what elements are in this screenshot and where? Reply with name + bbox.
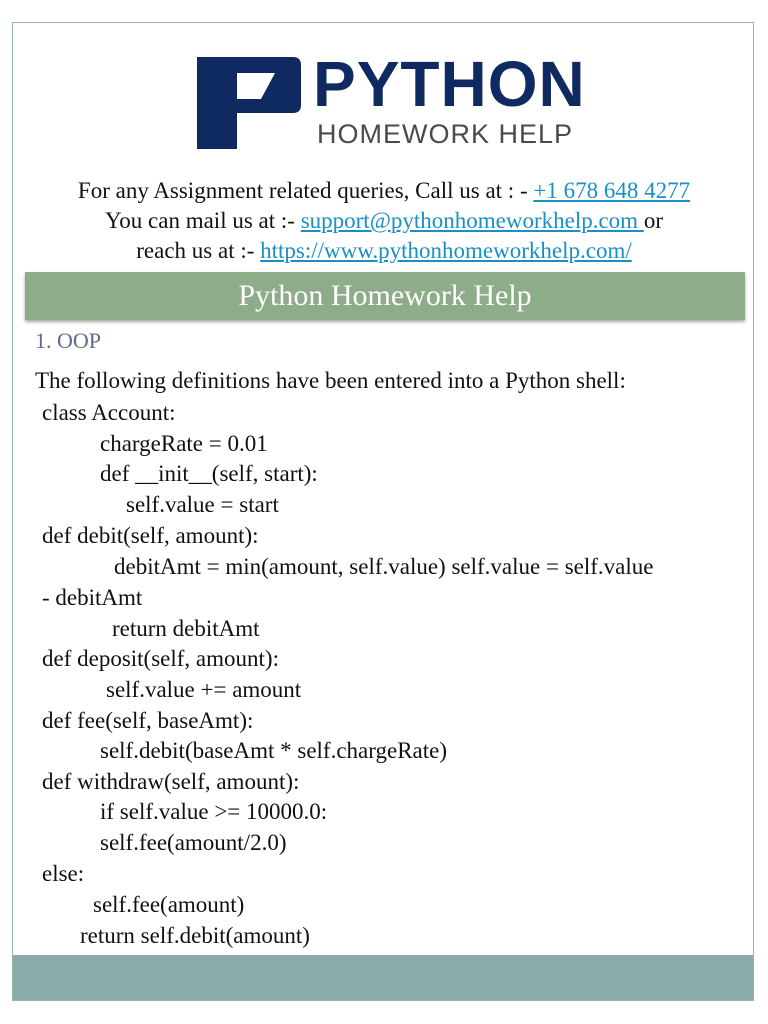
- code-line: def withdraw(self, amount):: [42, 769, 300, 794]
- code-line: self.value += amount: [106, 677, 302, 702]
- contact-phone-label: For any Assignment related queries, Call us at : -: [77, 178, 534, 203]
- logo-wordmark: PYTHON: [313, 48, 586, 120]
- code-line: self.value = start: [126, 492, 279, 517]
- code-line: chargeRate = 0.01: [100, 431, 268, 456]
- contact-email-label: You can mail us at :-: [104, 208, 301, 233]
- contact-line-email: [13, 206, 755, 236]
- title-banner: Python Homework Help: [25, 272, 745, 320]
- phone-link[interactable]: +1 678 648 4277: [533, 178, 691, 203]
- intro-text: The following definitions have been entered into a Python shell:: [35, 368, 626, 393]
- contact-website-label: reach us at :-: [136, 238, 261, 263]
- email-link[interactable]: support@pythonhomeworkhelp.com: [300, 208, 644, 233]
- code-line: def debit(self, amount):: [42, 523, 259, 548]
- footer-bar: [13, 955, 753, 1000]
- website-link[interactable]: https://www.pythonhomeworkhelp.com/: [260, 238, 632, 263]
- code-line: debitAmt = min(amount, self.value) self.value = self.value: [114, 554, 654, 579]
- code-line: def fee(self, baseAmt):: [42, 708, 254, 733]
- section-heading: 1. OOP: [35, 328, 102, 353]
- contact-line-phone: [13, 176, 755, 206]
- code-line: def deposit(self, amount):: [42, 646, 279, 671]
- code-line: return self.debit(amount): [80, 923, 310, 948]
- contact-line-website: [13, 236, 755, 266]
- code-line: else:: [42, 861, 85, 886]
- slide-page: [12, 22, 754, 1001]
- code-line: self.fee(amount/2.0): [100, 830, 287, 855]
- code-line: - debitAmt: [42, 585, 143, 610]
- code-line: class Account:: [42, 400, 176, 425]
- code-line: self.debit(baseAmt * self.chargeRate): [100, 738, 447, 763]
- code-line: def __init__(self, start):: [100, 461, 318, 486]
- code-line: return debitAmt: [112, 616, 260, 641]
- code-line: if self.value >= 10000.0:: [100, 799, 328, 824]
- logo-subtitle: HOMEWORK HELP: [317, 119, 574, 149]
- logo-mark-icon: [197, 57, 301, 149]
- contact-or-text: or: [643, 208, 663, 233]
- code-line: self.fee(amount): [93, 892, 245, 917]
- python-homework-help-logo: [195, 48, 586, 151]
